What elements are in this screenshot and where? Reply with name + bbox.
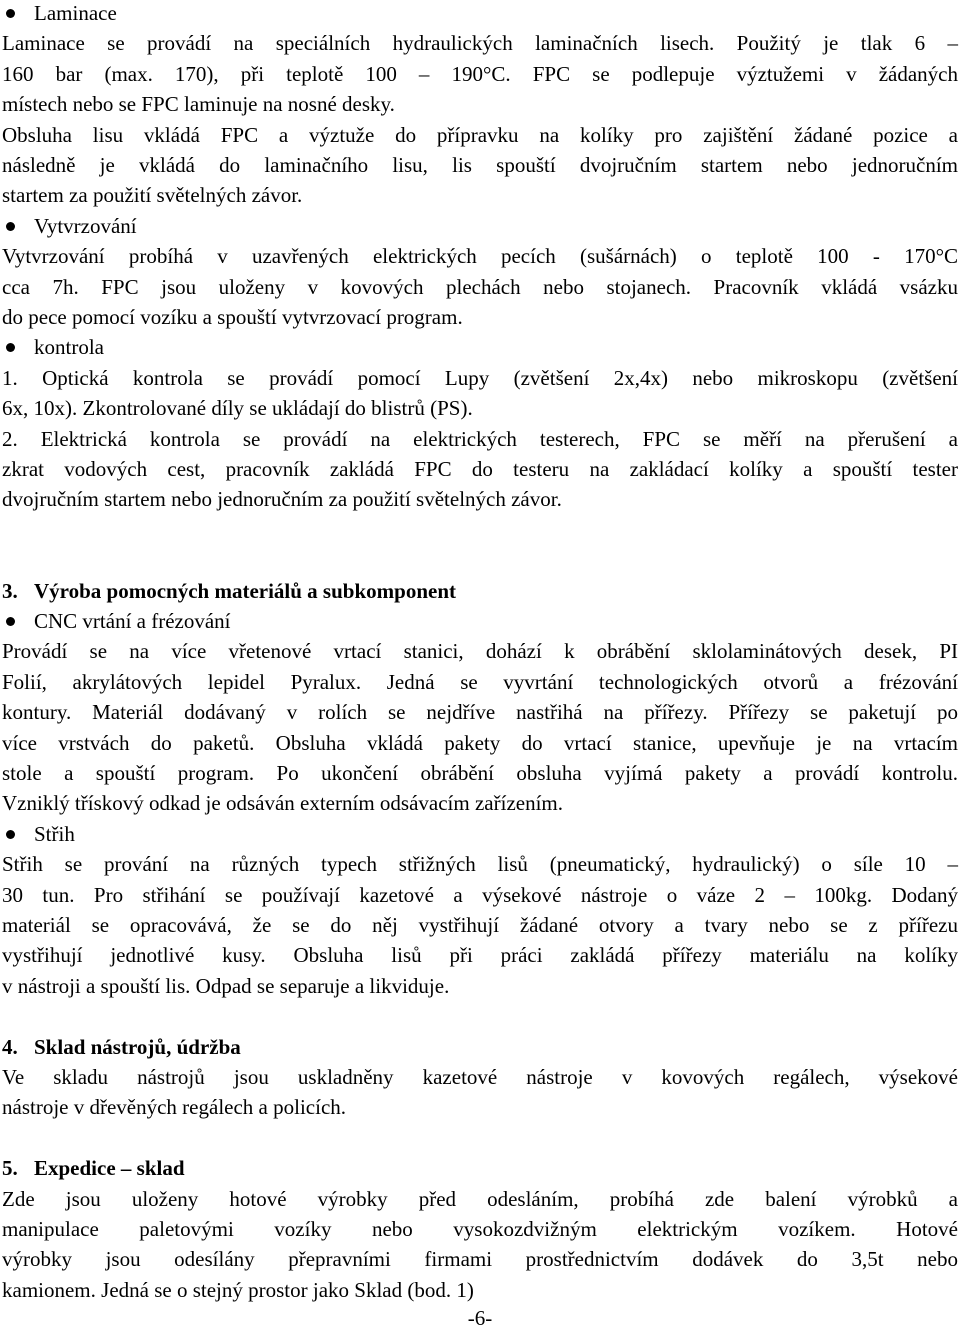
paragraph-line: Střih se prování na různých typech střižných lisů (pneumatický, hydraulický) o síle 10 – <box>2 852 958 877</box>
bullet-label: kontrola <box>34 335 104 360</box>
paragraph-line: následně je vkládá do laminačního lisu, lis spouští dvojručním startem nebo jednoručním <box>2 153 958 177</box>
paragraph-line: manipulace paletovými vozíky nebo vysokozdvižným elektrickým vozíkem. Hotové <box>2 1217 958 1241</box>
paragraph-line: zkrat vodových cest, pracovník zakládá FPC do testeru na zakládací kolíky a spouští tester <box>2 457 958 481</box>
bullet-icon <box>6 343 15 352</box>
bullet-icon <box>6 617 15 626</box>
paragraph-line: Provádí se na více vřetenové vrtací stanici, dohází k obrábění sklolaminátových desek, PI <box>2 639 958 664</box>
paragraph-line: 6x, 10x). Zkontrolované díly se ukládají do blistrů (PS). <box>2 396 473 421</box>
paragraph-line: Vzniklý třískový odkad je odsáván externím odsávacím zařízením. <box>2 791 564 816</box>
bullet-icon <box>6 222 15 231</box>
paragraph-line: v nástroji a spouští lis. Odpad se separuje a likviduje. <box>2 973 450 998</box>
section-title: Sklad nástrojů, údržba <box>34 1034 241 1059</box>
paragraph-line: více vrstvách do paketů. Obsluha vkládá pakety do vrtací stanice, upevňuje je na vrtacím <box>2 730 958 755</box>
paragraph-line: Laminace se provádí na speciálních hydraulických laminačních lisech. Použitý je tlak 6 – <box>2 31 958 56</box>
paragraph-line: vystřihují jednotlivé kusy. Obsluha lisů při práci zakládá přířezy materiálu na kolíky <box>2 943 958 968</box>
page-number: -6- <box>467 1306 493 1330</box>
paragraph-line: místech nebo se FPC laminuje na nosné desky. <box>2 92 395 117</box>
bullet-icon <box>6 830 15 839</box>
bullet-label: Laminace <box>34 1 117 25</box>
section-number: 4. <box>2 1034 18 1059</box>
blank-line <box>2 1001 958 1031</box>
paragraph-line: Folií, akrylátových lepidel Pyralux. Jedná se vyvrtání technologických otvorů a frézování <box>2 669 958 694</box>
section-heading <box>2 576 958 606</box>
bullet-label: Vytvrzování <box>34 213 137 238</box>
blank-line <box>2 545 958 575</box>
section-number: 5. <box>2 1156 18 1181</box>
bullet-item <box>2 819 958 849</box>
section-title: Expedice – sklad <box>34 1156 185 1181</box>
paragraph-line: Ve skladu nástrojů jsou uskladněny kazetové nástroje v kovových regálech, výsekové <box>2 1065 958 1089</box>
paragraph-line: do pece pomocí vozíku a spouští vytvrzovací program. <box>2 305 463 329</box>
paragraph-line: dvojručním startem nebo jednoručním za použití světelných závor. <box>2 487 562 512</box>
bullet-icon <box>6 9 15 18</box>
paragraph-line: cca 7h. FPC jsou uloženy v kovových plechách nebo stojanech. Pracovník vkládá vsázku <box>2 274 958 299</box>
bullet-item <box>2 0 958 28</box>
blank-line <box>2 515 958 545</box>
bullet-item <box>2 211 958 241</box>
blank-line <box>2 1123 958 1153</box>
section-heading <box>2 1153 958 1183</box>
section-number: 3. <box>2 578 18 603</box>
bullet-item <box>2 606 958 636</box>
paragraph-line: Obsluha lisu vkládá FPC a výztuže do přípravku na kolíky pro zajištění žádané pozice a <box>2 122 958 147</box>
paragraph-line: stole a spouští program. Po ukončení obrábění obsluha vyjímá pakety a provádí kontrolu. <box>2 761 958 785</box>
paragraph-line: materiál se opracovává, že se do něj vystřihují žádané otvory a tvary nebo se z přířezu <box>2 913 958 937</box>
paragraph-line: Zde jsou uloženy hotové výrobky před odesláním, probíhá zde balení výrobků a <box>2 1186 958 1211</box>
paragraph-line: Vytvrzování probíhá v uzavřených elektrických pecích (sušárnách) o teplotě 100 - 170°C <box>2 244 958 269</box>
paragraph-line: startem za použití světelných závor. <box>2 183 303 208</box>
paragraph-line: výrobky jsou odesílány přepravními firmami prostřednictvím dodávek do 3,5t nebo <box>2 1247 958 1272</box>
paragraph-line: nástroje v dřevěných regálech a policích. <box>2 1095 347 1120</box>
bullet-label: CNC vrtání a frézování <box>34 609 231 633</box>
section-heading <box>2 1032 958 1062</box>
section-title: Výroba pomocných materiálů a subkomponent <box>34 578 456 603</box>
paragraph-line: 160 bar (max. 170), při teplotě 100 – 190°C. FPC se podlepuje výztužemi v žádaných <box>2 61 958 86</box>
paragraph-line: 2. Elektrická kontrola se provádí na elektrických testerech, FPC se měří na přerušení a <box>2 426 958 451</box>
paragraph-line: 1. Optická kontrola se provádí pomocí Lupy (zvětšení 2x,4x) nebo mikroskopu (zvětšení <box>2 365 958 390</box>
paragraph-line: 30 tun. Pro střihání se používají kazetové a výsekové nástroje o váze 2 – 100kg. Dodaný <box>2 882 958 907</box>
paragraph-line: kamionem. Jedná se o stejný prostor jako Sklad (bod. 1) <box>2 1277 474 1302</box>
bullet-item <box>2 332 958 362</box>
paragraph-line: kontury. Materiál dodávaný v rolích se nejdříve nastřihá na přířezy. Přířezy se paketují po <box>2 700 958 725</box>
bullet-label: Střih <box>34 821 75 846</box>
